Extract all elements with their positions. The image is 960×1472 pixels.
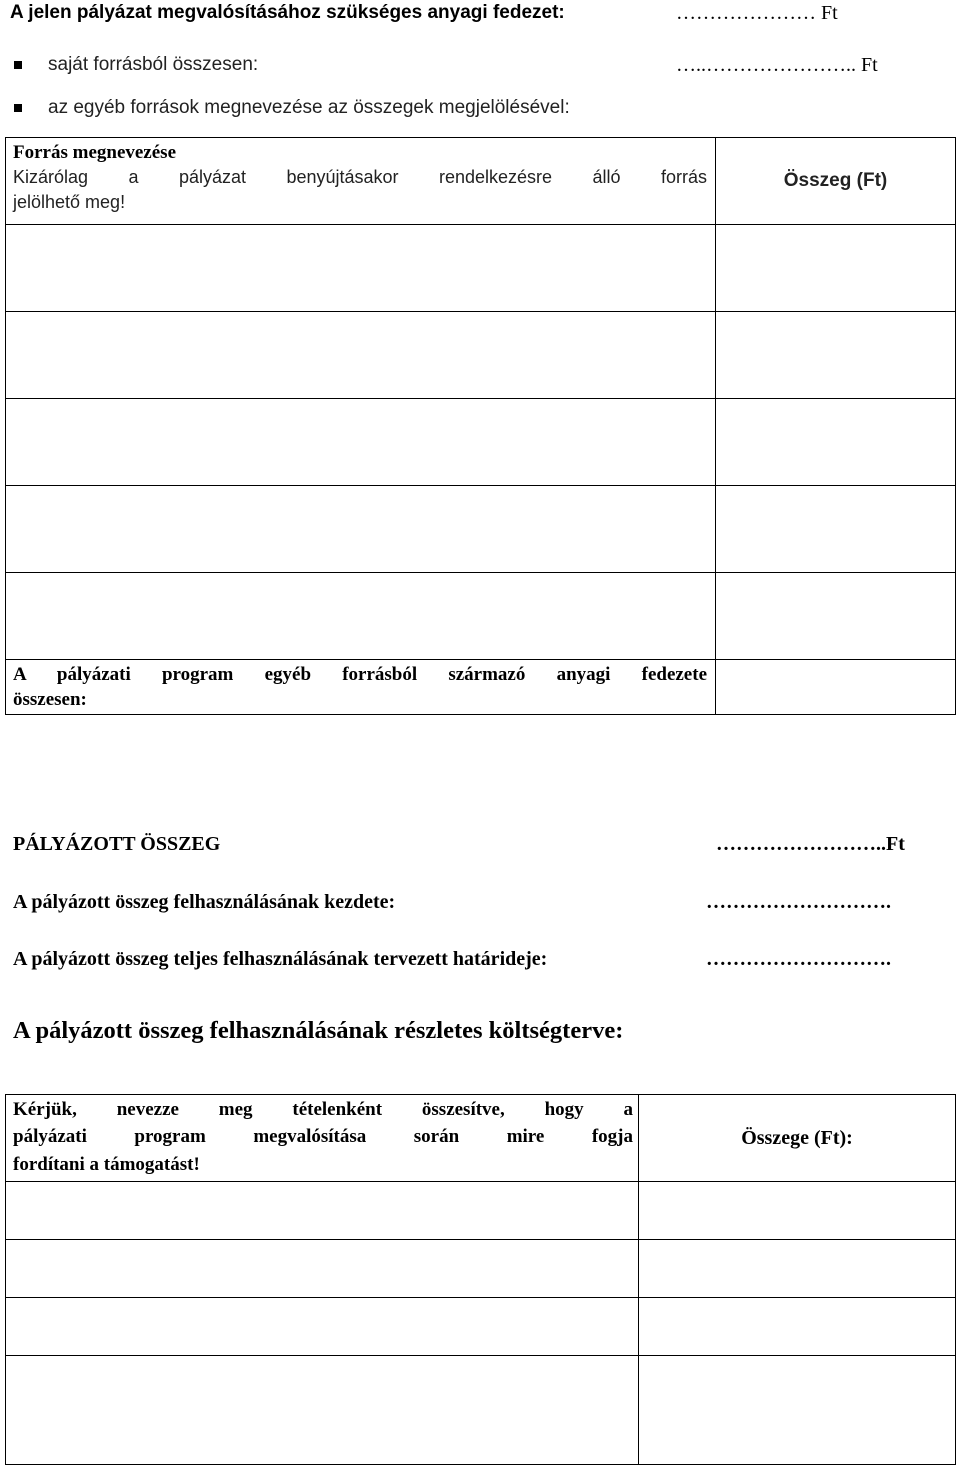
source-amount-cell[interactable] <box>716 399 956 486</box>
budget-table <box>5 1094 956 1465</box>
total-funding-value[interactable]: ………………… Ft <box>676 2 838 24</box>
awarded-amount-label: PÁLYÁZOTT ÖSSZEG <box>13 833 221 855</box>
total-line2: összesen: <box>13 689 87 710</box>
budget-amount-cell[interactable] <box>639 1298 956 1356</box>
other-sources-label: az egyéb források megnevezése az összegek megjelölésével: <box>48 97 570 118</box>
source-name-cell[interactable] <box>6 399 716 486</box>
source-amount-cell[interactable] <box>716 486 956 573</box>
budget-item-cell[interactable] <box>6 1298 639 1356</box>
source-name-title: Forrás megnevezése <box>13 142 177 163</box>
amount-header <box>716 138 956 225</box>
source-note-line1: Kizárólag a pályázat benyújtásakor rendelkezésre álló forrás <box>13 167 707 187</box>
budget-item-cell[interactable] <box>6 1240 639 1298</box>
source-note-line2: jelölhető meg! <box>13 192 126 212</box>
source-amount-cell[interactable] <box>716 312 956 399</box>
usage-start-label: A pályázott összeg felhasználásának kezdete: <box>13 891 396 913</box>
budget-header-line1: Kérjük, nevezze meg tételenként összesítve, hogy a <box>13 1099 633 1120</box>
total-line1: A pályázati program egyéb forrásból származó anyagi fedezete <box>13 664 707 685</box>
awarded-amount-value[interactable]: ……………………..Ft <box>716 833 905 855</box>
source-name-cell[interactable] <box>6 225 716 312</box>
total-funding-label: A jelen pályázat megvalósításához szükséges anyagi fedezet: <box>10 2 565 23</box>
budget-item-header <box>6 1095 639 1182</box>
budget-amount-label: Összege (Ft): <box>741 1126 853 1149</box>
source-amount-cell[interactable] <box>716 573 956 660</box>
budget-item-cell[interactable] <box>6 1356 639 1465</box>
source-amount-cell[interactable] <box>716 225 956 312</box>
own-funding-value[interactable]: …..………………….. Ft <box>676 54 878 76</box>
bullet-icon <box>14 104 22 112</box>
budget-header-line2: pályázati program megvalósítása során mire fogja <box>13 1126 633 1147</box>
usage-start-value[interactable]: ………………………. <box>706 891 891 913</box>
source-name-cell[interactable] <box>6 486 716 573</box>
budget-header-line3: fordítani a támogatást! <box>13 1154 200 1175</box>
sources-table <box>5 137 956 715</box>
other-sources-total-cell[interactable] <box>716 660 956 715</box>
budget-heading: A pályázott összeg felhasználásának részletes költségterve: <box>13 1017 624 1044</box>
source-name-header <box>6 138 716 225</box>
source-name-cell[interactable] <box>6 573 716 660</box>
budget-amount-cell[interactable] <box>639 1356 956 1465</box>
bullet-icon <box>14 61 22 69</box>
usage-deadline-value[interactable]: ………………………. <box>706 948 891 970</box>
budget-amount-header <box>639 1095 956 1182</box>
budget-item-cell[interactable] <box>6 1182 639 1240</box>
other-sources-total-label <box>6 660 716 715</box>
budget-amount-cell[interactable] <box>639 1240 956 1298</box>
budget-amount-cell[interactable] <box>639 1182 956 1240</box>
source-name-cell[interactable] <box>6 312 716 399</box>
own-funding-label: saját forrásból összesen: <box>48 54 259 75</box>
usage-deadline-label: A pályázott összeg teljes felhasználásának tervezett határideje: <box>13 948 548 970</box>
amount-header-label: Összeg (Ft) <box>783 170 888 191</box>
